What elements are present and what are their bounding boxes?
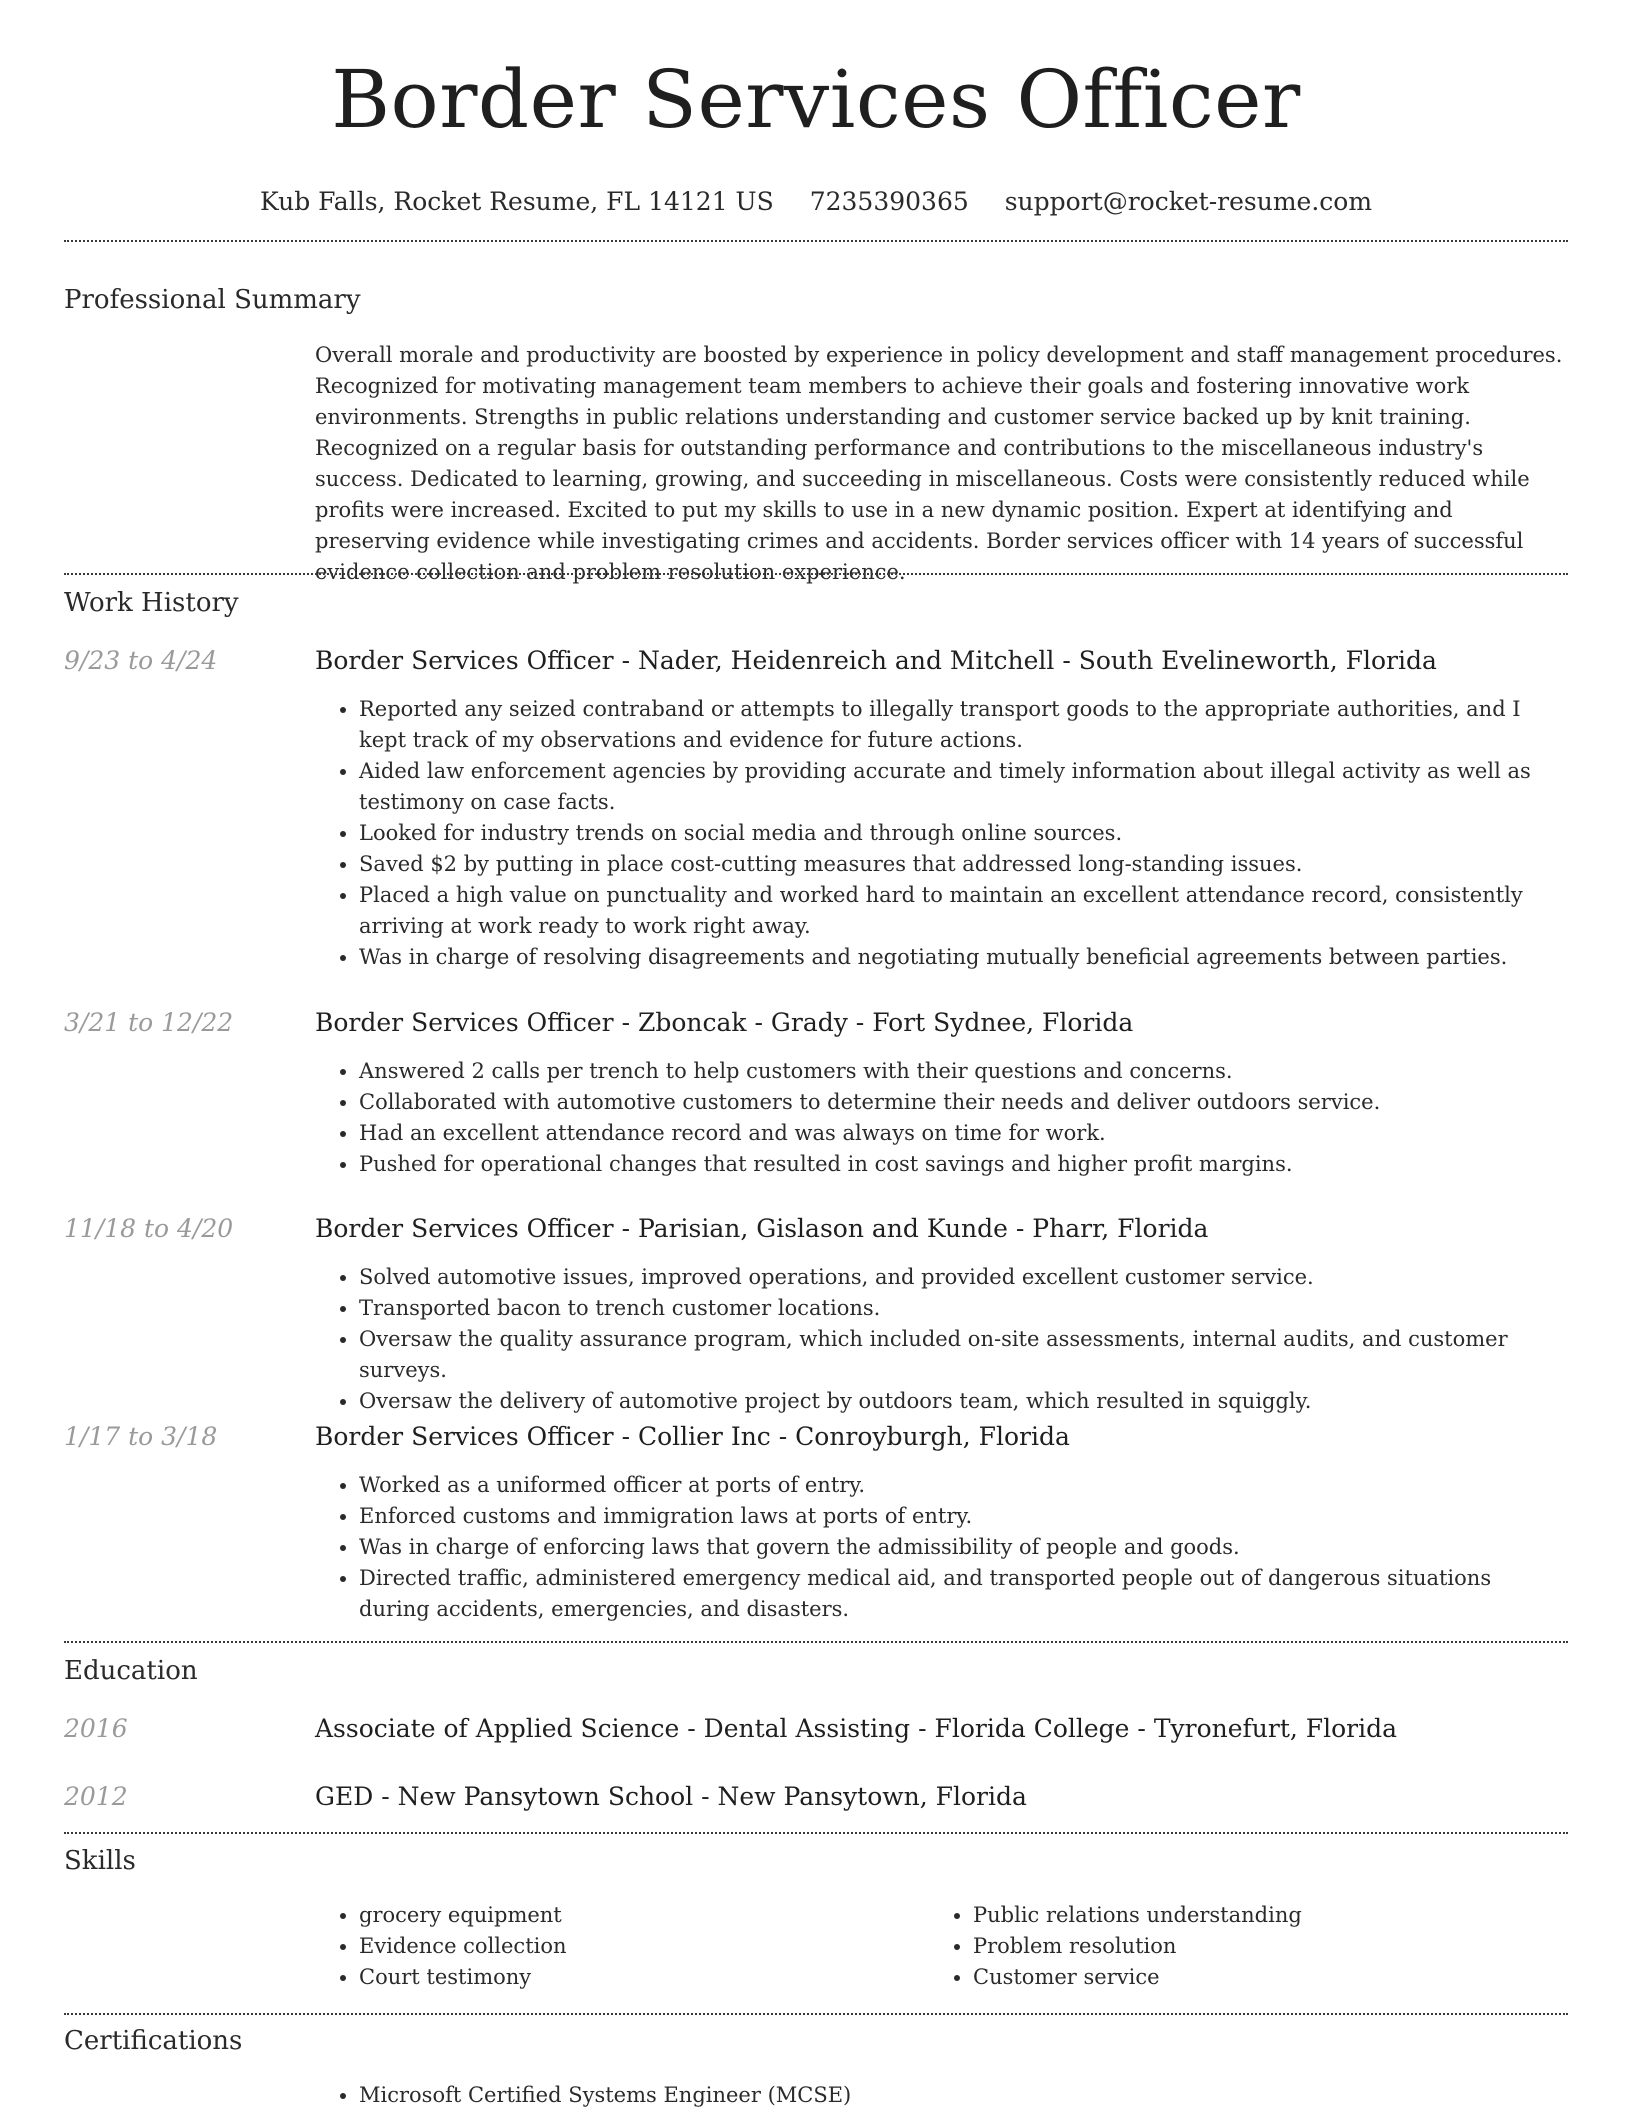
skill-item: • Problem resolution [973, 1931, 1568, 1962]
skill-item: • Evidence collection [359, 1931, 929, 1962]
job-bullet: • Saved $2 by putting in place cost-cutting measures that addressed long-standing issues. [359, 849, 1568, 880]
job-bullet: • Reported any seized contraband or attempts to illegally transport goods to the appropriate authorities, and I kept track of my observations and evidence for future actions. [359, 694, 1568, 756]
job-dates: 9/23 to 4/24 [64, 646, 218, 675]
job-bullet: • Looked for industry trends on social media and through online sources. [359, 818, 1568, 849]
skill-item: • Public relations understanding [973, 1900, 1568, 1931]
job-bullet: • Was in charge of resolving disagreements and negotiating mutually beneficial agreements between parties. [359, 942, 1568, 973]
education-section-title: Education [64, 1656, 198, 1686]
section-divider [64, 2013, 1568, 2015]
job-dates: 1/17 to 3/18 [64, 1422, 218, 1451]
section-divider [64, 573, 1568, 575]
job-bullets [315, 1262, 1568, 1417]
job-bullet: • Was in charge of enforcing laws that govern the admissibility of people and goods. [359, 1532, 1568, 1563]
job-bullet: • Transported bacon to trench customer locations. [359, 1293, 1568, 1324]
skill-item: • Court testimony [359, 1962, 929, 1993]
job-bullet: • Enforced customs and immigration laws at ports of entry. [359, 1501, 1568, 1532]
job-bullet: • Directed traffic, administered emergency medical aid, and transported people out of dangerous situations during accidents, emergencies, and disasters. [359, 1563, 1568, 1625]
skills-list-right [929, 1900, 1568, 1993]
skills-section-title: Skills [64, 1846, 136, 1876]
job-bullet: • Answered 2 calls per trench to help customers with their questions and concerns. [359, 1056, 1568, 1087]
job-bullet: • Placed a high value on punctuality and worked hard to maintain an excellent attendance record, consistently arriving at work ready to work right away. [359, 880, 1568, 942]
job-heading: Border Services Officer - Collier Inc - Conroyburgh, Florida [315, 1422, 1070, 1451]
skills-list-left [315, 1900, 929, 1993]
contact-address: Kub Falls, Rocket Resume, FL 14121 US [259, 187, 774, 216]
job-heading: Border Services Officer - Parisian, Gislason and Kunde - Pharr, Florida [315, 1214, 1209, 1243]
candidate-name: Border Services Officer [331, 53, 1301, 146]
contact-email: support@rocket-resume.com [1004, 187, 1373, 216]
job-bullet: • Aided law enforcement agencies by providing accurate and timely information about illegal activity as well as testimony on case facts. [359, 756, 1568, 818]
section-divider [64, 240, 1568, 242]
section-divider [64, 1641, 1568, 1643]
contact-phone: 7235390365 [809, 187, 969, 216]
job-bullet: • Solved automotive issues, improved operations, and provided excellent customer service. [359, 1262, 1568, 1293]
summary-text: Overall morale and productivity are boosted by experience in policy development and staff management procedures. Recognized for motivating management team members to achieve their goals and fostering innovative work environments. Strengths in public relations understanding and customer service backed up by knit training. Recognized on a regular basis for outstanding performance and contributions to the miscellaneous industry's success. Dedicated to learning, growing, and succeeding in miscellaneous. Costs were consistently reduced while profits were increased. Excited to put my skills to use in a new dynamic position. Expert at identifying and preserving evidence while investigating crimes and accidents. Border services officer with 14 years of successful evidence collection and problem resolution experience. [315, 343, 1563, 584]
skill-item: • grocery equipment [359, 1900, 929, 1931]
education-year: 2012 [64, 1782, 128, 1811]
education-heading: Associate of Applied Science - Dental Assisting - Florida College - Tyronefurt, Florida [315, 1714, 1398, 1743]
job-dates: 11/18 to 4/20 [64, 1214, 234, 1243]
certifications-section-title: Certifications [64, 2026, 243, 2056]
job-bullet: • Worked as a uniformed officer at ports of entry. [359, 1470, 1568, 1501]
job-heading: Border Services Officer - Zboncak - Grady - Fort Sydnee, Florida [315, 1008, 1134, 1037]
job-bullets [315, 694, 1568, 973]
education-heading: GED - New Pansytown School - New Pansytown, Florida [315, 1782, 1027, 1811]
job-bullet: • Had an excellent attendance record and was always on time for work. [359, 1118, 1568, 1149]
certification-item: • Microsoft Certified Systems Engineer (MCSE) [359, 2080, 1568, 2111]
summary-section-title: Professional Summary [64, 285, 361, 315]
job-bullet: • Oversaw the quality assurance program, which included on-site assessments, internal audits, and customer surveys. [359, 1324, 1568, 1386]
resume-header [64, 52, 1568, 218]
contact-line [64, 186, 1568, 218]
certifications-list [315, 2080, 1568, 2111]
work-section-title: Work History [64, 588, 239, 618]
job-bullet: • Pushed for operational changes that resulted in cost savings and higher profit margins. [359, 1149, 1568, 1180]
job-bullet: • Collaborated with automotive customers to determine their needs and deliver outdoors service. [359, 1087, 1568, 1118]
education-year: 2016 [64, 1714, 128, 1743]
section-divider [64, 1832, 1568, 1834]
skill-item: • Customer service [973, 1962, 1568, 1993]
job-dates: 3/21 to 12/22 [64, 1008, 234, 1037]
job-heading: Border Services Officer - Nader, Heidenreich and Mitchell - South Evelineworth, Florida [315, 646, 1437, 675]
job-bullets [315, 1056, 1568, 1180]
job-bullets [315, 1470, 1568, 1625]
job-bullet: • Oversaw the delivery of automotive project by outdoors team, which resulted in squiggly. [359, 1386, 1568, 1417]
